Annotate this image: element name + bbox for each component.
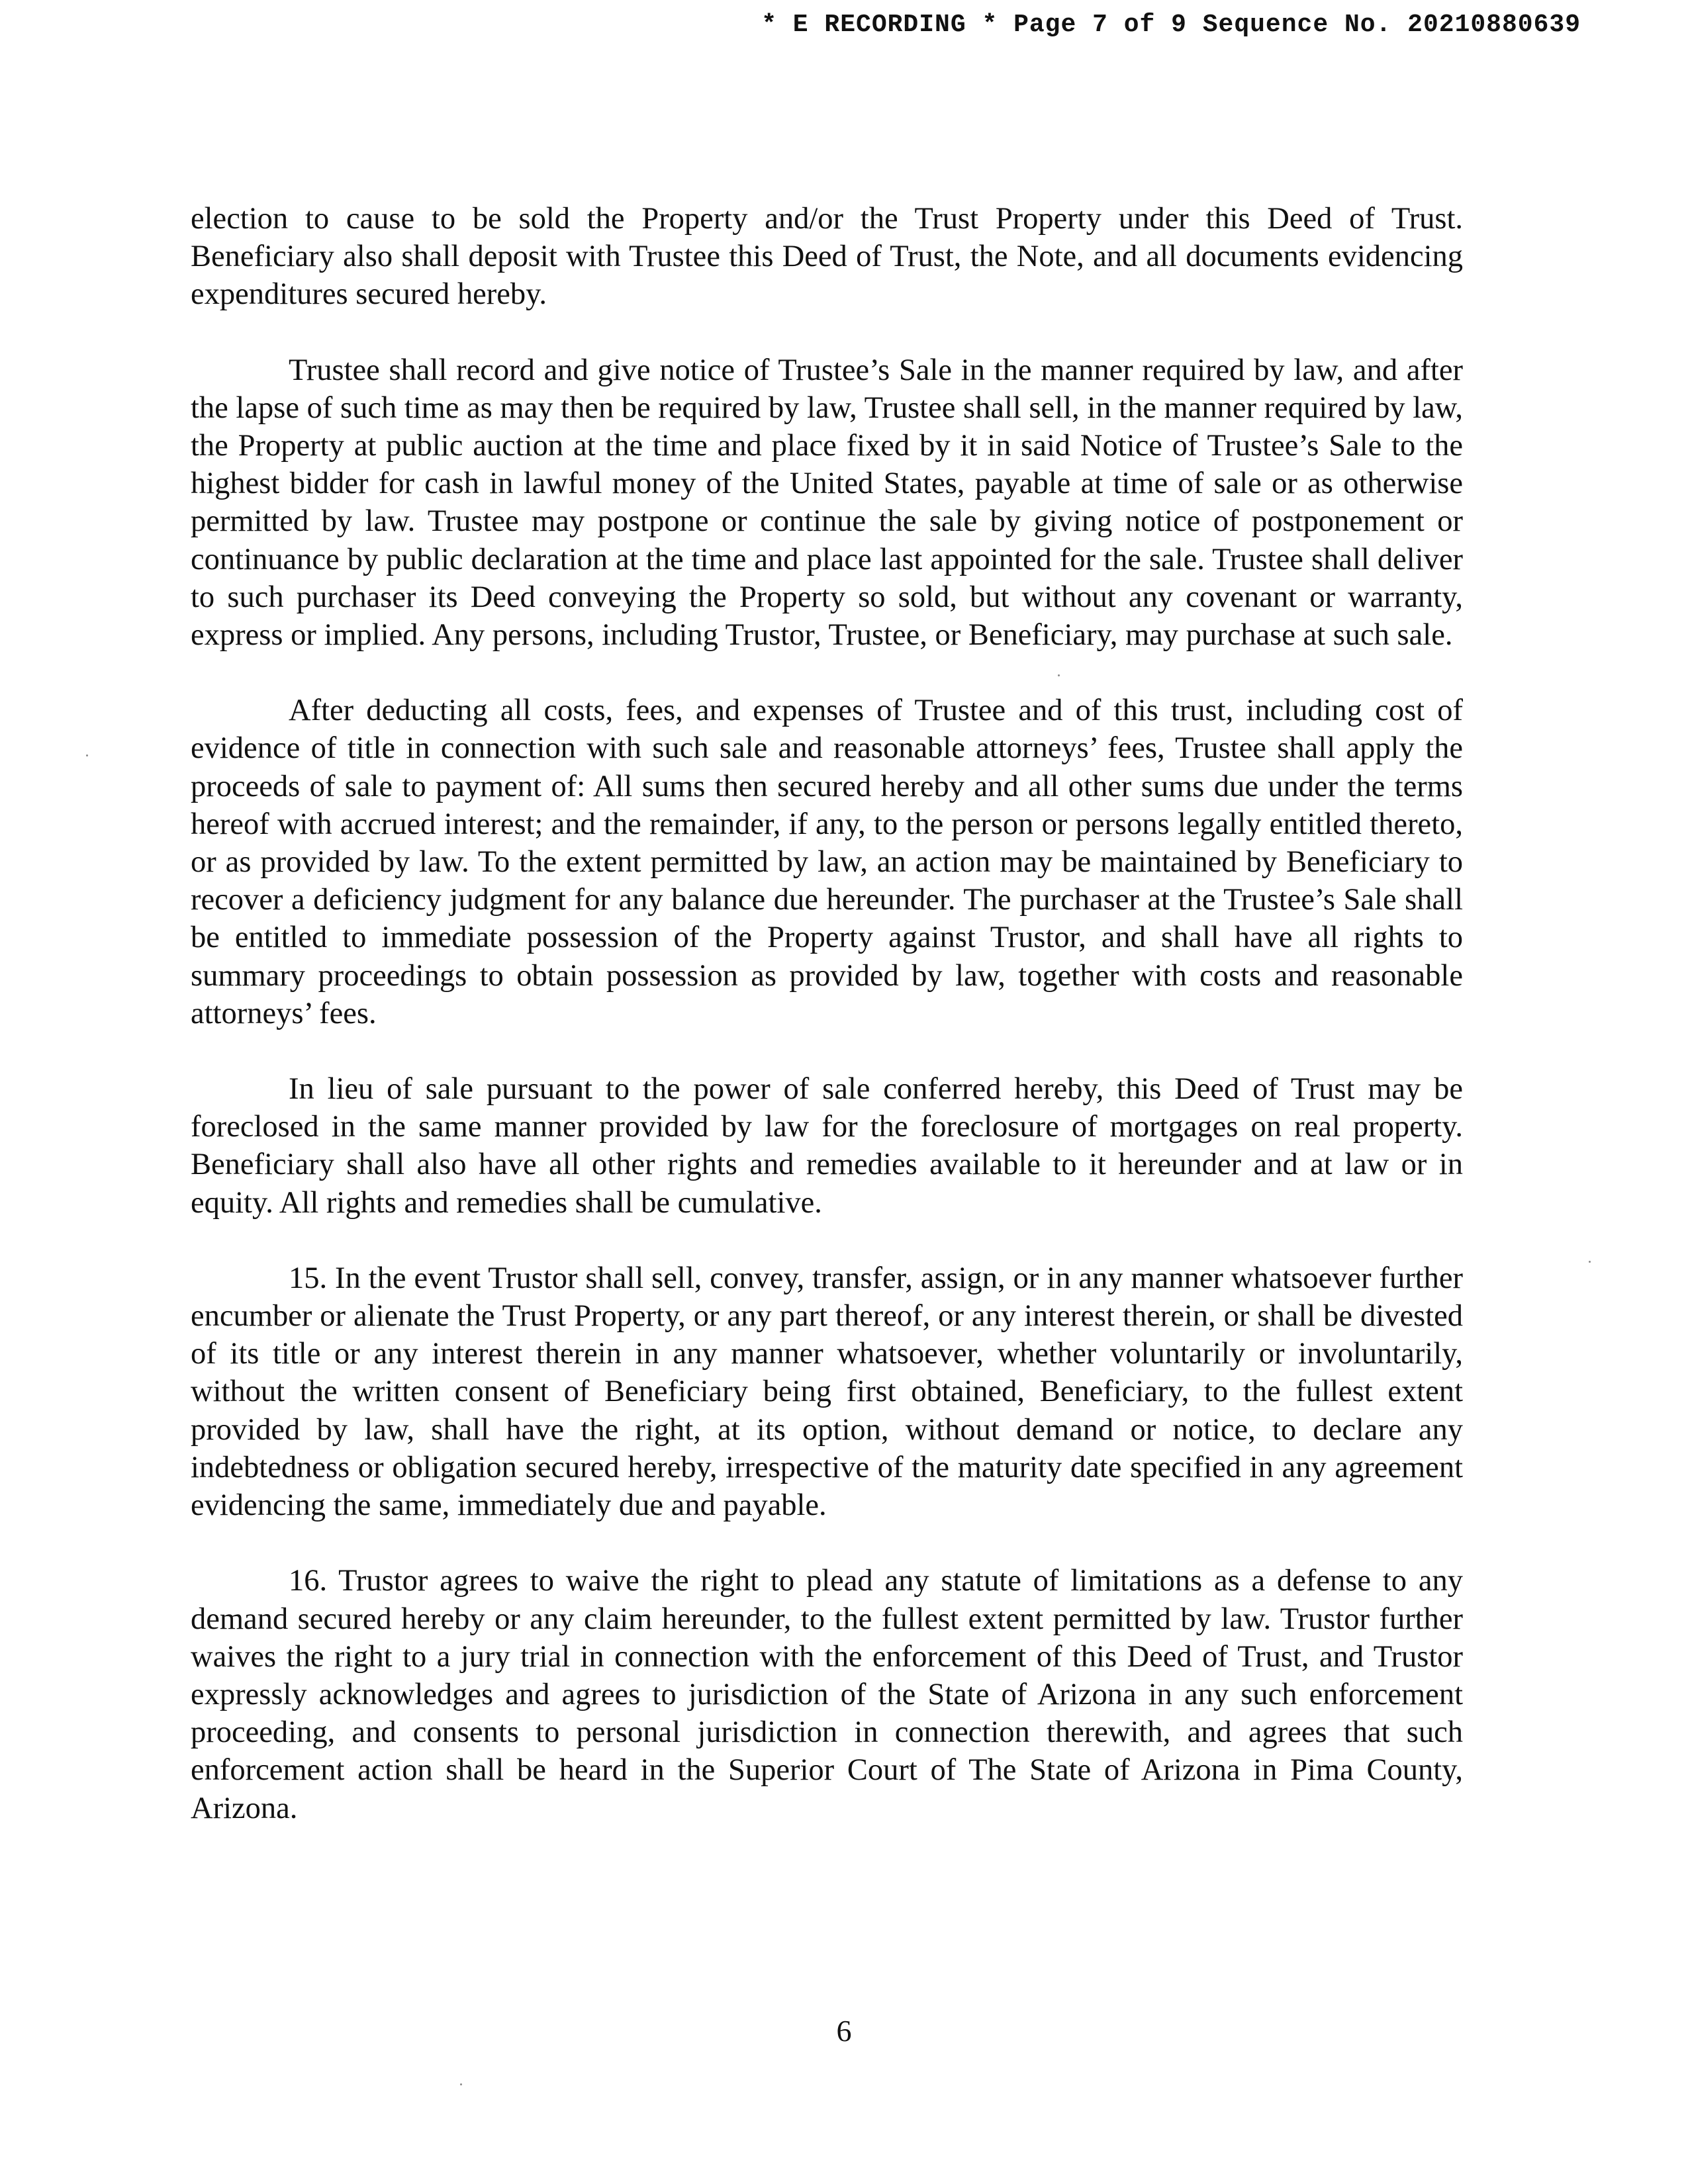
paragraph-foreclosure-in-lieu: In lieu of sale pursuant to the power of sale conferred hereby, this Deed of Trust may be foreclosed in the same manner provided by law for the foreclosure of mortgages on real property. Beneficiary shall also have all other rights and remedies available to it hereunder and at law or in equity. All rights and remedies shall be cumulative.: [191, 1072, 1463, 1220]
paragraph-trustee-sale: Trustee shall record and give notice of Trustee’s Sale in the manner required by law, and after the lapse of such time as may then be required by law, Trustee shall sell, in the manner required by law, the Property at public auction at the time and place fixed by it in said Notice of Trustee’s Sale to the highest bidder for cash in lawful money of the United States, payable at time of sale or as otherwise permitted by law. Trustee may postpone or continue the sale by giving notice of postponement or continuance by public declaration at the time and place last appointed for the sale. Trustee shall deliver to such purchaser its Deed conveying the Property so sold, but without any covenant or warranty, express or implied. Any persons, including Trustor, Trustee, or Beneficiary, may purchase at such sale.: [191, 353, 1463, 653]
document-body: [191, 200, 1463, 1865]
scan-speck: [1589, 1261, 1591, 1263]
paragraph-proceeds-of-sale: After deducting all costs, fees, and expenses of Trustee and of this trust, including cost of evidence of title in connection with such sale and reasonable attorneys’ fees, Trustee shall apply the proceeds of sale to payment of: All sums then secured hereby and all other sums due under the terms hereof with accrued interest; and the remainder, if any, to the person or persons legally entitled thereto, or as provided by law. To the extent permitted by law, an action may be maintained by Beneficiary to recover a deficiency judgment for any balance due hereunder. The purchaser at the Trustee’s Sale shall be entitled to immediate possession of the Property against Trustor, and shall have all rights to summary proceedings to obtain possession as provided by law, together with costs and reasonable attorneys’ fees.: [191, 694, 1463, 1030]
paragraph-section-15: 15. In the event Trustor shall sell, convey, transfer, assign, or in any manner whatsoever further encumber or alienate the Trust Property, or any part thereof, or any interest therein, or shall be divested of its title or any interest therein in any manner whatsoever, whether voluntarily or involuntarily, without the written consent of Beneficiary being first obtained, Beneficiary, to the fullest extent provided by law, shall have the right, at its option, without demand or notice, to declare any indebtedness or obligation secured hereby, irrespective of the maturity date specified in any agreement evidencing the same, immediately due and payable.: [191, 1261, 1463, 1523]
page-number: 6: [836, 2014, 852, 2048]
scan-speck: [86, 754, 88, 756]
scan-speck: [460, 2083, 462, 2085]
scan-speck: [1058, 674, 1060, 676]
recording-header: * E RECORDING * Page 7 of 9 Sequence No. 20210880639: [761, 11, 1581, 39]
paragraph-continuation: election to cause to be sold the Property and/or the Trust Property under this Deed of Trust. Beneficiary also shall deposit with Trustee this Deed of Trust, the Note, and all documents evidencing expenditures secured hereby.: [191, 202, 1463, 312]
paragraph-section-16: 16. Trustor agrees to waive the right to plead any statute of limitations as a defense to any demand secured hereby or any claim hereunder, to the fullest extent permitted by law. Trustor further waives the right to a jury trial in connection with the enforcement of this Deed of Trust, and Trustor expressly acknowledges and agrees to jurisdiction of the State of Arizona in any such enforcement proceeding, and consents to personal jurisdiction in connection therewith, and agrees that such enforcement action shall be heard in the Superior Court of The State of Arizona in Pima County, Arizona.: [191, 1564, 1463, 1825]
